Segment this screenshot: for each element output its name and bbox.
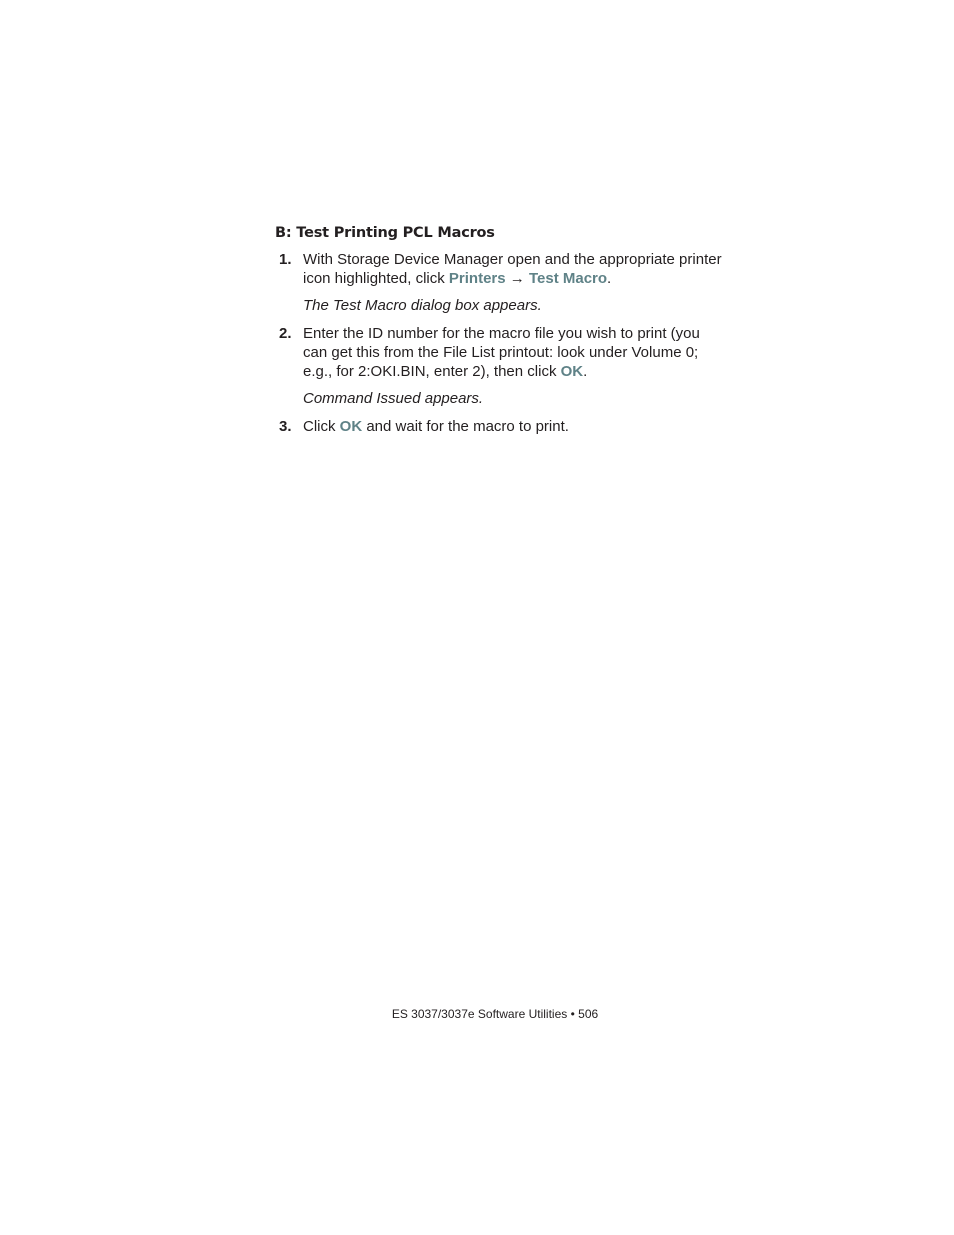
page-footer <box>0 1006 954 1022</box>
step-result: The Test Macro dialog box appears. <box>303 297 542 315</box>
section-heading: B: Test Printing PCL Macros <box>275 225 495 241</box>
ui-term-printers: Printers <box>448 269 506 287</box>
step-3 <box>275 418 725 437</box>
step-text <box>303 251 725 288</box>
step-number: 3. <box>279 417 292 435</box>
step-text-end: . <box>607 269 612 287</box>
footer-doc-title: ES 3037/3037e Software Utilities <box>391 1007 568 1021</box>
document-content <box>275 224 725 437</box>
step-1 <box>275 251 725 288</box>
page-number: 506 <box>578 1007 599 1021</box>
step-text-end: . <box>583 362 588 380</box>
ui-term-test-macro: Test Macro <box>528 269 608 287</box>
step-text <box>303 325 725 381</box>
step-result: Command Issued appears. <box>303 390 484 408</box>
step-text-part: Click <box>303 417 340 435</box>
footer-separator: • <box>570 1007 575 1021</box>
step-number: 2. <box>279 325 292 343</box>
step-text-end: and wait for the macro to print. <box>362 417 569 435</box>
step-number: 1. <box>279 251 292 268</box>
step-text-part: Enter the ID number for the macro file you wish to print (you can get this from the File List printout: look under Volume 0; e.g., for 2:OKI.BIN, enter 2), then click <box>303 325 700 380</box>
menu-arrow-icon: → <box>505 269 529 287</box>
step-text <box>303 418 725 437</box>
ui-term-ok: OK <box>560 362 584 380</box>
step-2 <box>275 325 725 381</box>
step-text-part: With Storage Device Manager open and the appropriate printer icon highlighted, click <box>303 251 722 287</box>
ui-term-ok: OK <box>339 417 363 435</box>
